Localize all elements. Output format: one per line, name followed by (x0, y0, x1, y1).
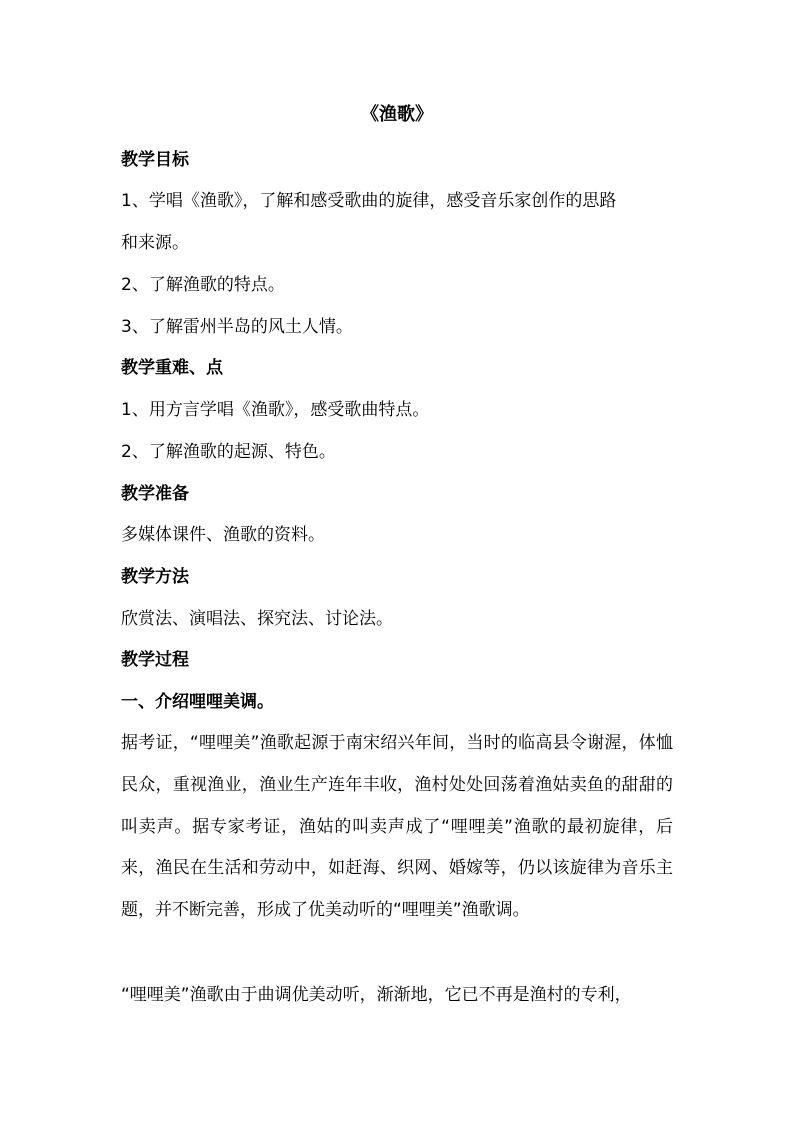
heading-methods: 教学方法 (121, 567, 189, 587)
methods-text: 欣赏法、演唱法、探究法、讨论法。 (121, 609, 393, 629)
process-paragraph-2: “哩哩美”渔歌由于曲调优美动听，渐渐地，它已不再是渔村的专利， (121, 985, 632, 1005)
heading-objectives: 教学目标 (121, 150, 189, 170)
process-paragraph-1: 据考证，“哩哩美”渔歌起源于南宋绍兴年间，当时的临高县令谢渥，体恤民众，重视渔业，渔业生产连年丰收，渔村处处回荡着渔姑卖鱼的甜甜的叫卖声。据专家考证，渔姑的叫卖声成了“哩哩美”渔歌的最初旋律，后来，渔民在生活和劳动中，如赶海、织网、婚嫁等，仍以该旋律为音乐主题，并不断完善，形成了优美动听的“哩哩美”渔歌调。 (121, 733, 673, 921)
objective-item-2: 2、了解渔歌的特点。 (121, 275, 285, 295)
objective-item-1: 1、学唱《渔歌》，了解和感受歌曲的旋律，感受音乐家创作的思路 (121, 191, 617, 211)
key-point-item-2: 2、了解渔歌的起源、特色。 (121, 442, 336, 462)
process-subheading: 一、介绍哩哩美调。 (121, 692, 274, 712)
objective-item-3: 3、了解雷州半岛的风土人情。 (121, 317, 353, 337)
key-point-item-1: 1、用方言学唱《渔歌》，感受歌曲特点。 (121, 400, 430, 420)
heading-process: 教学过程 (121, 650, 189, 670)
heading-key-points: 教学重难、点 (121, 358, 223, 378)
document-title: 《渔歌》 (361, 104, 433, 125)
heading-preparation: 教学准备 (121, 484, 189, 504)
objective-item-1-cont: 和来源。 (121, 233, 189, 253)
preparation-text: 多媒体课件、渔歌的资料。 (121, 525, 325, 545)
